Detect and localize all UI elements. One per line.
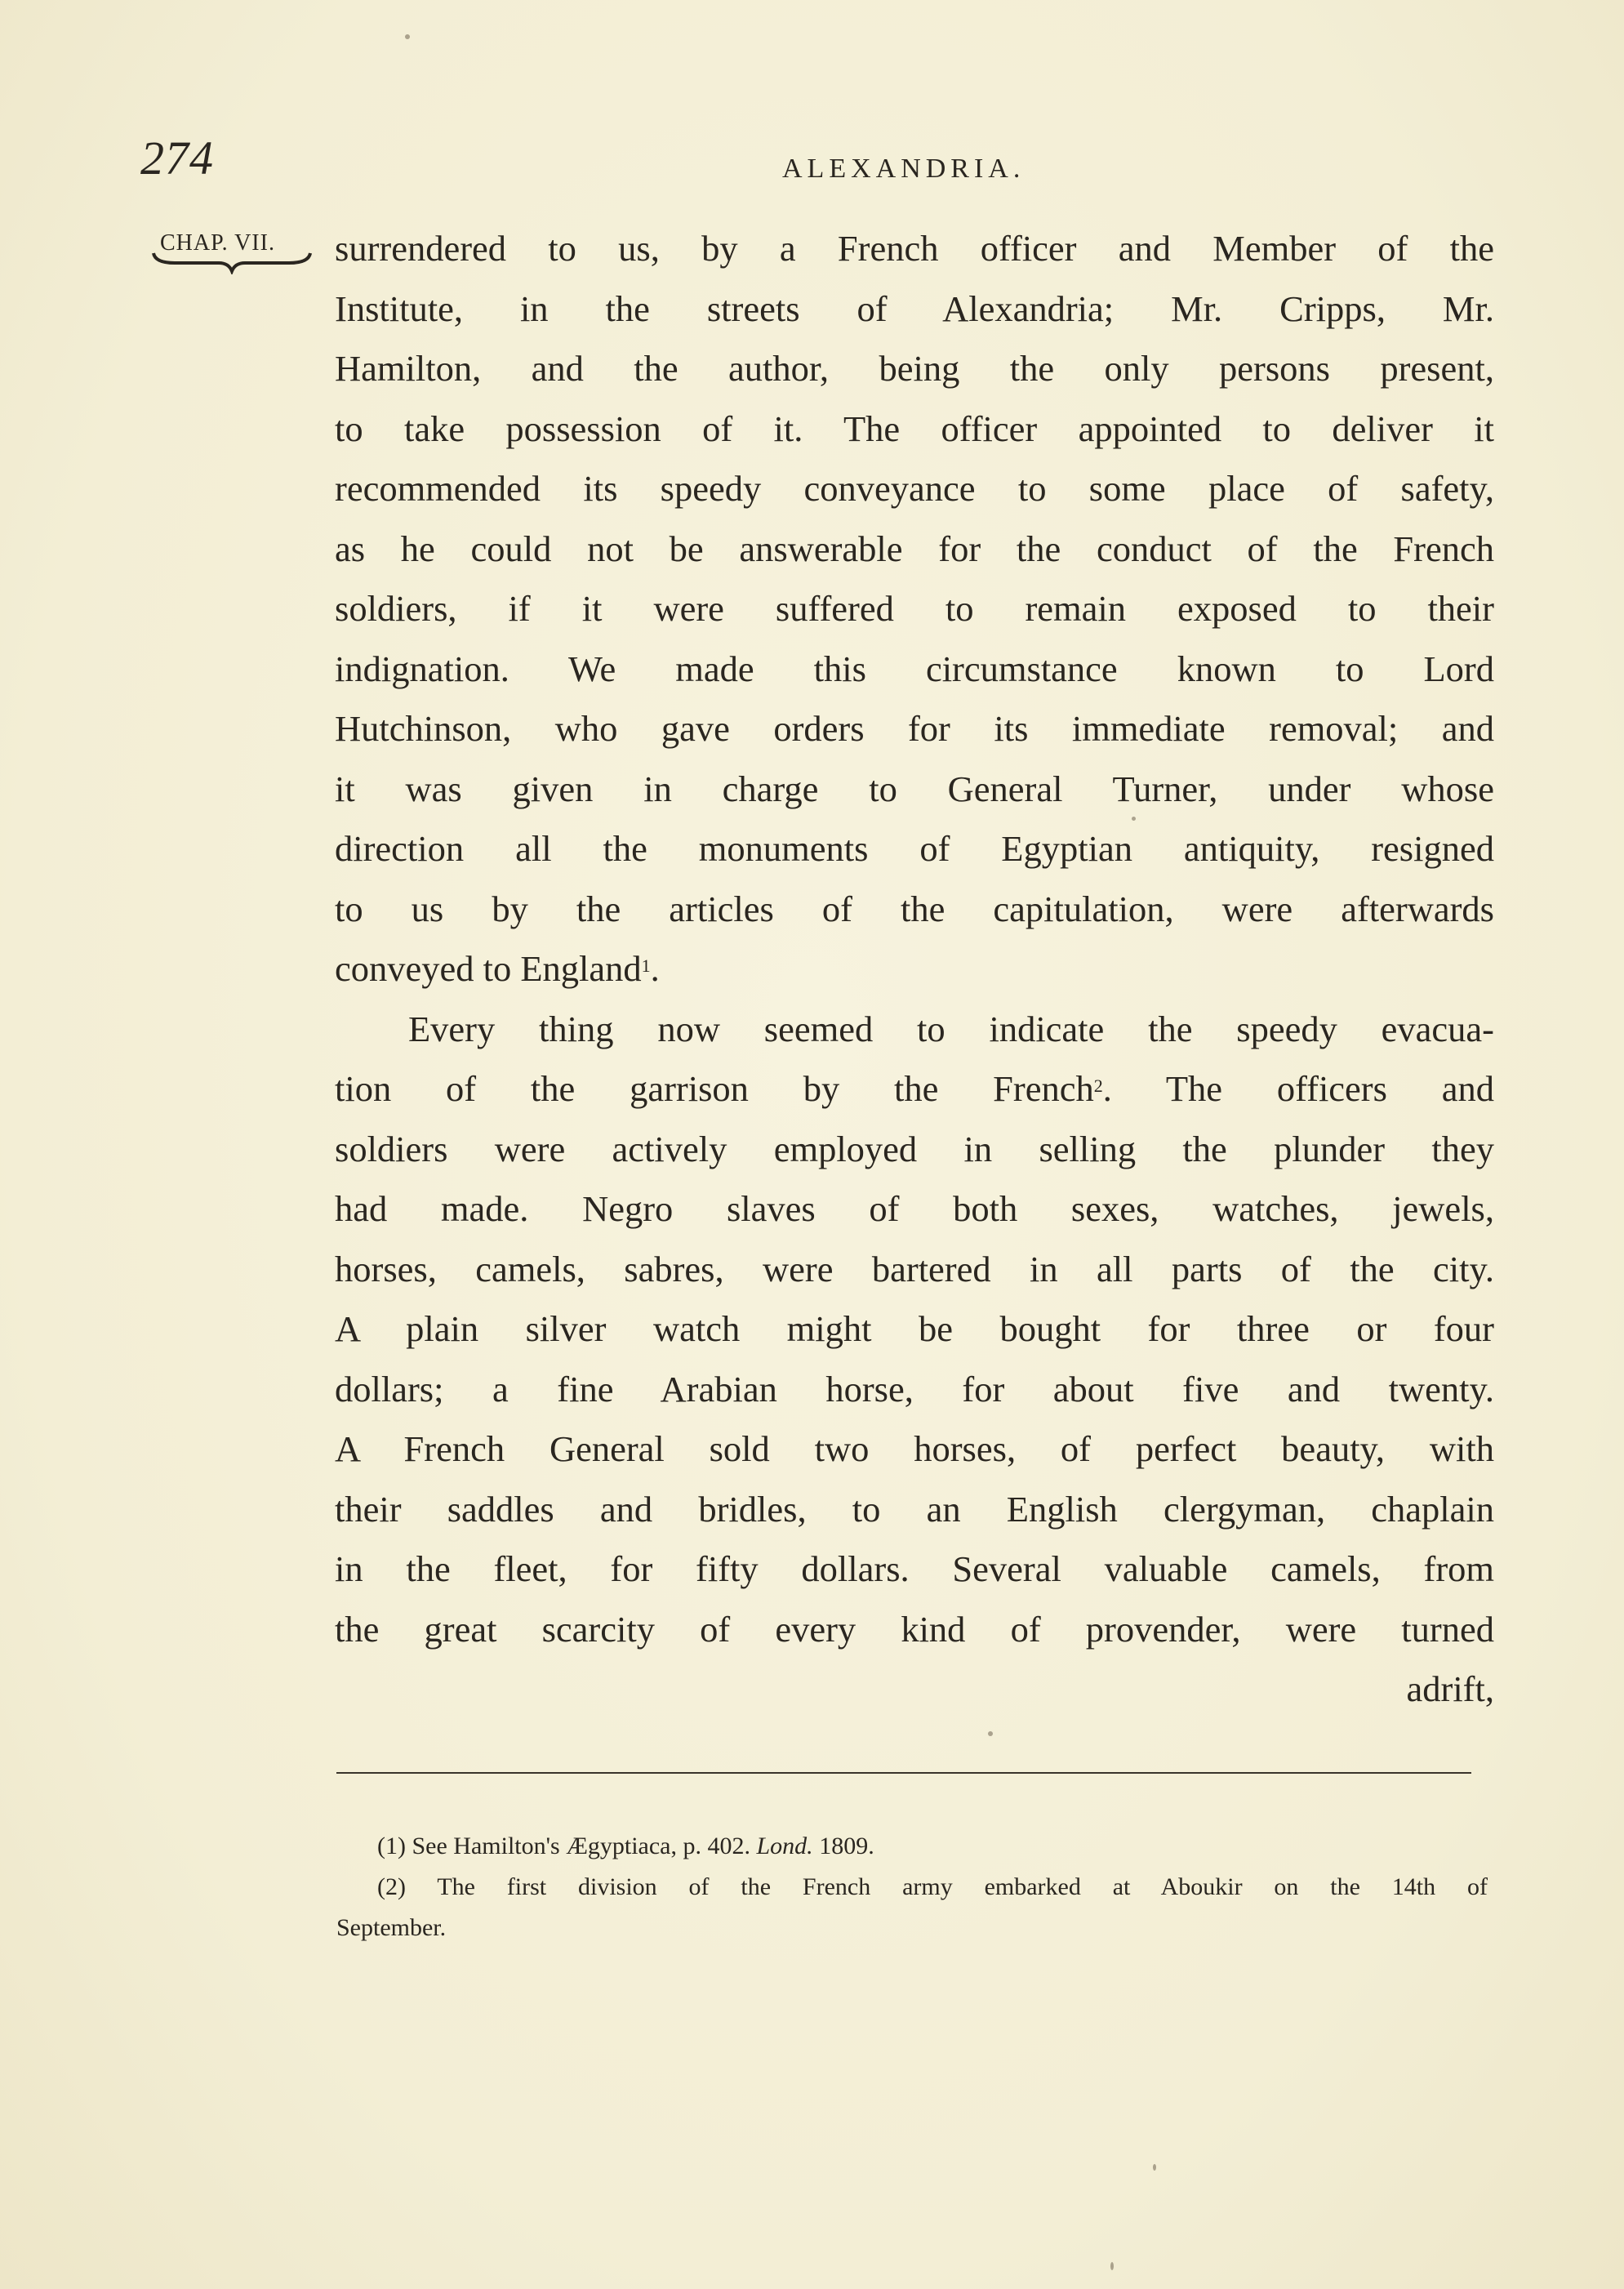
body-line: the great scarcity of every kind of provender, were turned <box>335 1608 1494 1650</box>
body-line: had made. Negro slaves of both sexes, watches, jewels, <box>335 1188 1494 1229</box>
catchword: adrift, <box>1406 1668 1494 1709</box>
footnote-2 <box>336 1867 1488 1948</box>
body-line: surrendered to us, by a French officer and Member of the <box>335 228 1494 269</box>
body-line: Hamilton, and the author, being the only persons present, <box>335 348 1494 389</box>
body-line: soldiers, if it were suffered to remain exposed to their <box>335 588 1494 629</box>
body-line-paragraph-end <box>335 939 1494 1000</box>
paper-speck <box>1132 817 1136 821</box>
footnote-text: 1809. <box>819 1833 874 1859</box>
footnote-1 <box>336 1826 1488 1867</box>
body-line-text: conveyed to England <box>335 948 642 989</box>
body-line: their saddles and bridles, to an English clergyman, chaplain <box>335 1488 1494 1530</box>
body-line: A French General sold two horses, of perfect beauty, with <box>335 1428 1494 1469</box>
body-line: recommended its speedy conveyance to some place of safety, <box>335 468 1494 509</box>
chapter-label: CHAP. VII. <box>160 230 275 256</box>
body-line: A plain silver watch might be bought for three or four <box>335 1308 1494 1349</box>
body-line-with-note <box>335 1059 1494 1120</box>
page-number: 274 <box>140 131 214 185</box>
footnote-line <box>336 1867 1488 1908</box>
body-line-end: . <box>650 948 660 989</box>
body-line: to us by the articles of the capitulation, were afterwards <box>335 888 1494 929</box>
body-line: as he could not be answerable for the conduct of the French <box>335 528 1494 569</box>
footnote-text: See Hamilton's Ægyptiaca, p. 402. <box>412 1833 750 1859</box>
footnotes <box>336 1826 1488 1948</box>
body-line: horses, camels, sabres, were bartered in all parts of the city. <box>335 1248 1494 1289</box>
body-line-rest: . The officers and <box>1102 1068 1495 1109</box>
body-text <box>335 219 1494 1720</box>
body-line: dollars; a fine Arabian horse, for about five and twenty. <box>335 1368 1494 1409</box>
body-line: in the fleet, for fifty dollars. Several valuable camels, from <box>335 1548 1494 1589</box>
chapter-marker <box>160 230 320 279</box>
body-line: Institute, in the streets of Alexandria; Mr. Cripps, Mr. <box>335 287 1494 329</box>
body-line: to take possession of it. The officer appointed to deliver it <box>335 407 1494 449</box>
body-line-text: tion of the garrison by the French <box>335 1068 1094 1109</box>
footnote-italic: Lond. <box>756 1833 813 1859</box>
body-line: Hutchinson, who gave orders for its immediate removal; and <box>335 708 1494 749</box>
footnote-line <box>336 1826 1488 1867</box>
footnote-marker: (1) <box>377 1833 406 1859</box>
paper-speck <box>1110 2262 1114 2270</box>
footnote-divider <box>336 1772 1471 1774</box>
paper-speck <box>988 1731 993 1736</box>
paper-speck <box>1153 2164 1156 2171</box>
body-line: indignation. We made this circumstance known to Lord <box>335 648 1494 689</box>
footnote-text: The first division of the French army embarked at Aboukir on the 14th of <box>437 1873 1488 1900</box>
body-line-paragraph-start: Every thing now seemed to indicate the speedy evacua- <box>408 1008 1494 1049</box>
body-line: soldiers were actively employed in selling the plunder they <box>335 1128 1494 1169</box>
brace-ornament-icon <box>150 250 314 274</box>
running-head: ALEXANDRIA. <box>782 154 1026 184</box>
footnote-line: September. <box>336 1914 447 1941</box>
body-line: it was given in charge to General Turner, under whose <box>335 768 1494 809</box>
footnote-ref-1: 1 <box>641 955 651 976</box>
footnote-ref-2: 2 <box>1093 1075 1103 1096</box>
paper-speck <box>405 34 410 39</box>
footnote-marker: (2) <box>377 1873 406 1900</box>
body-line: direction all the monuments of Egyptian antiquity, resigned <box>335 828 1494 869</box>
